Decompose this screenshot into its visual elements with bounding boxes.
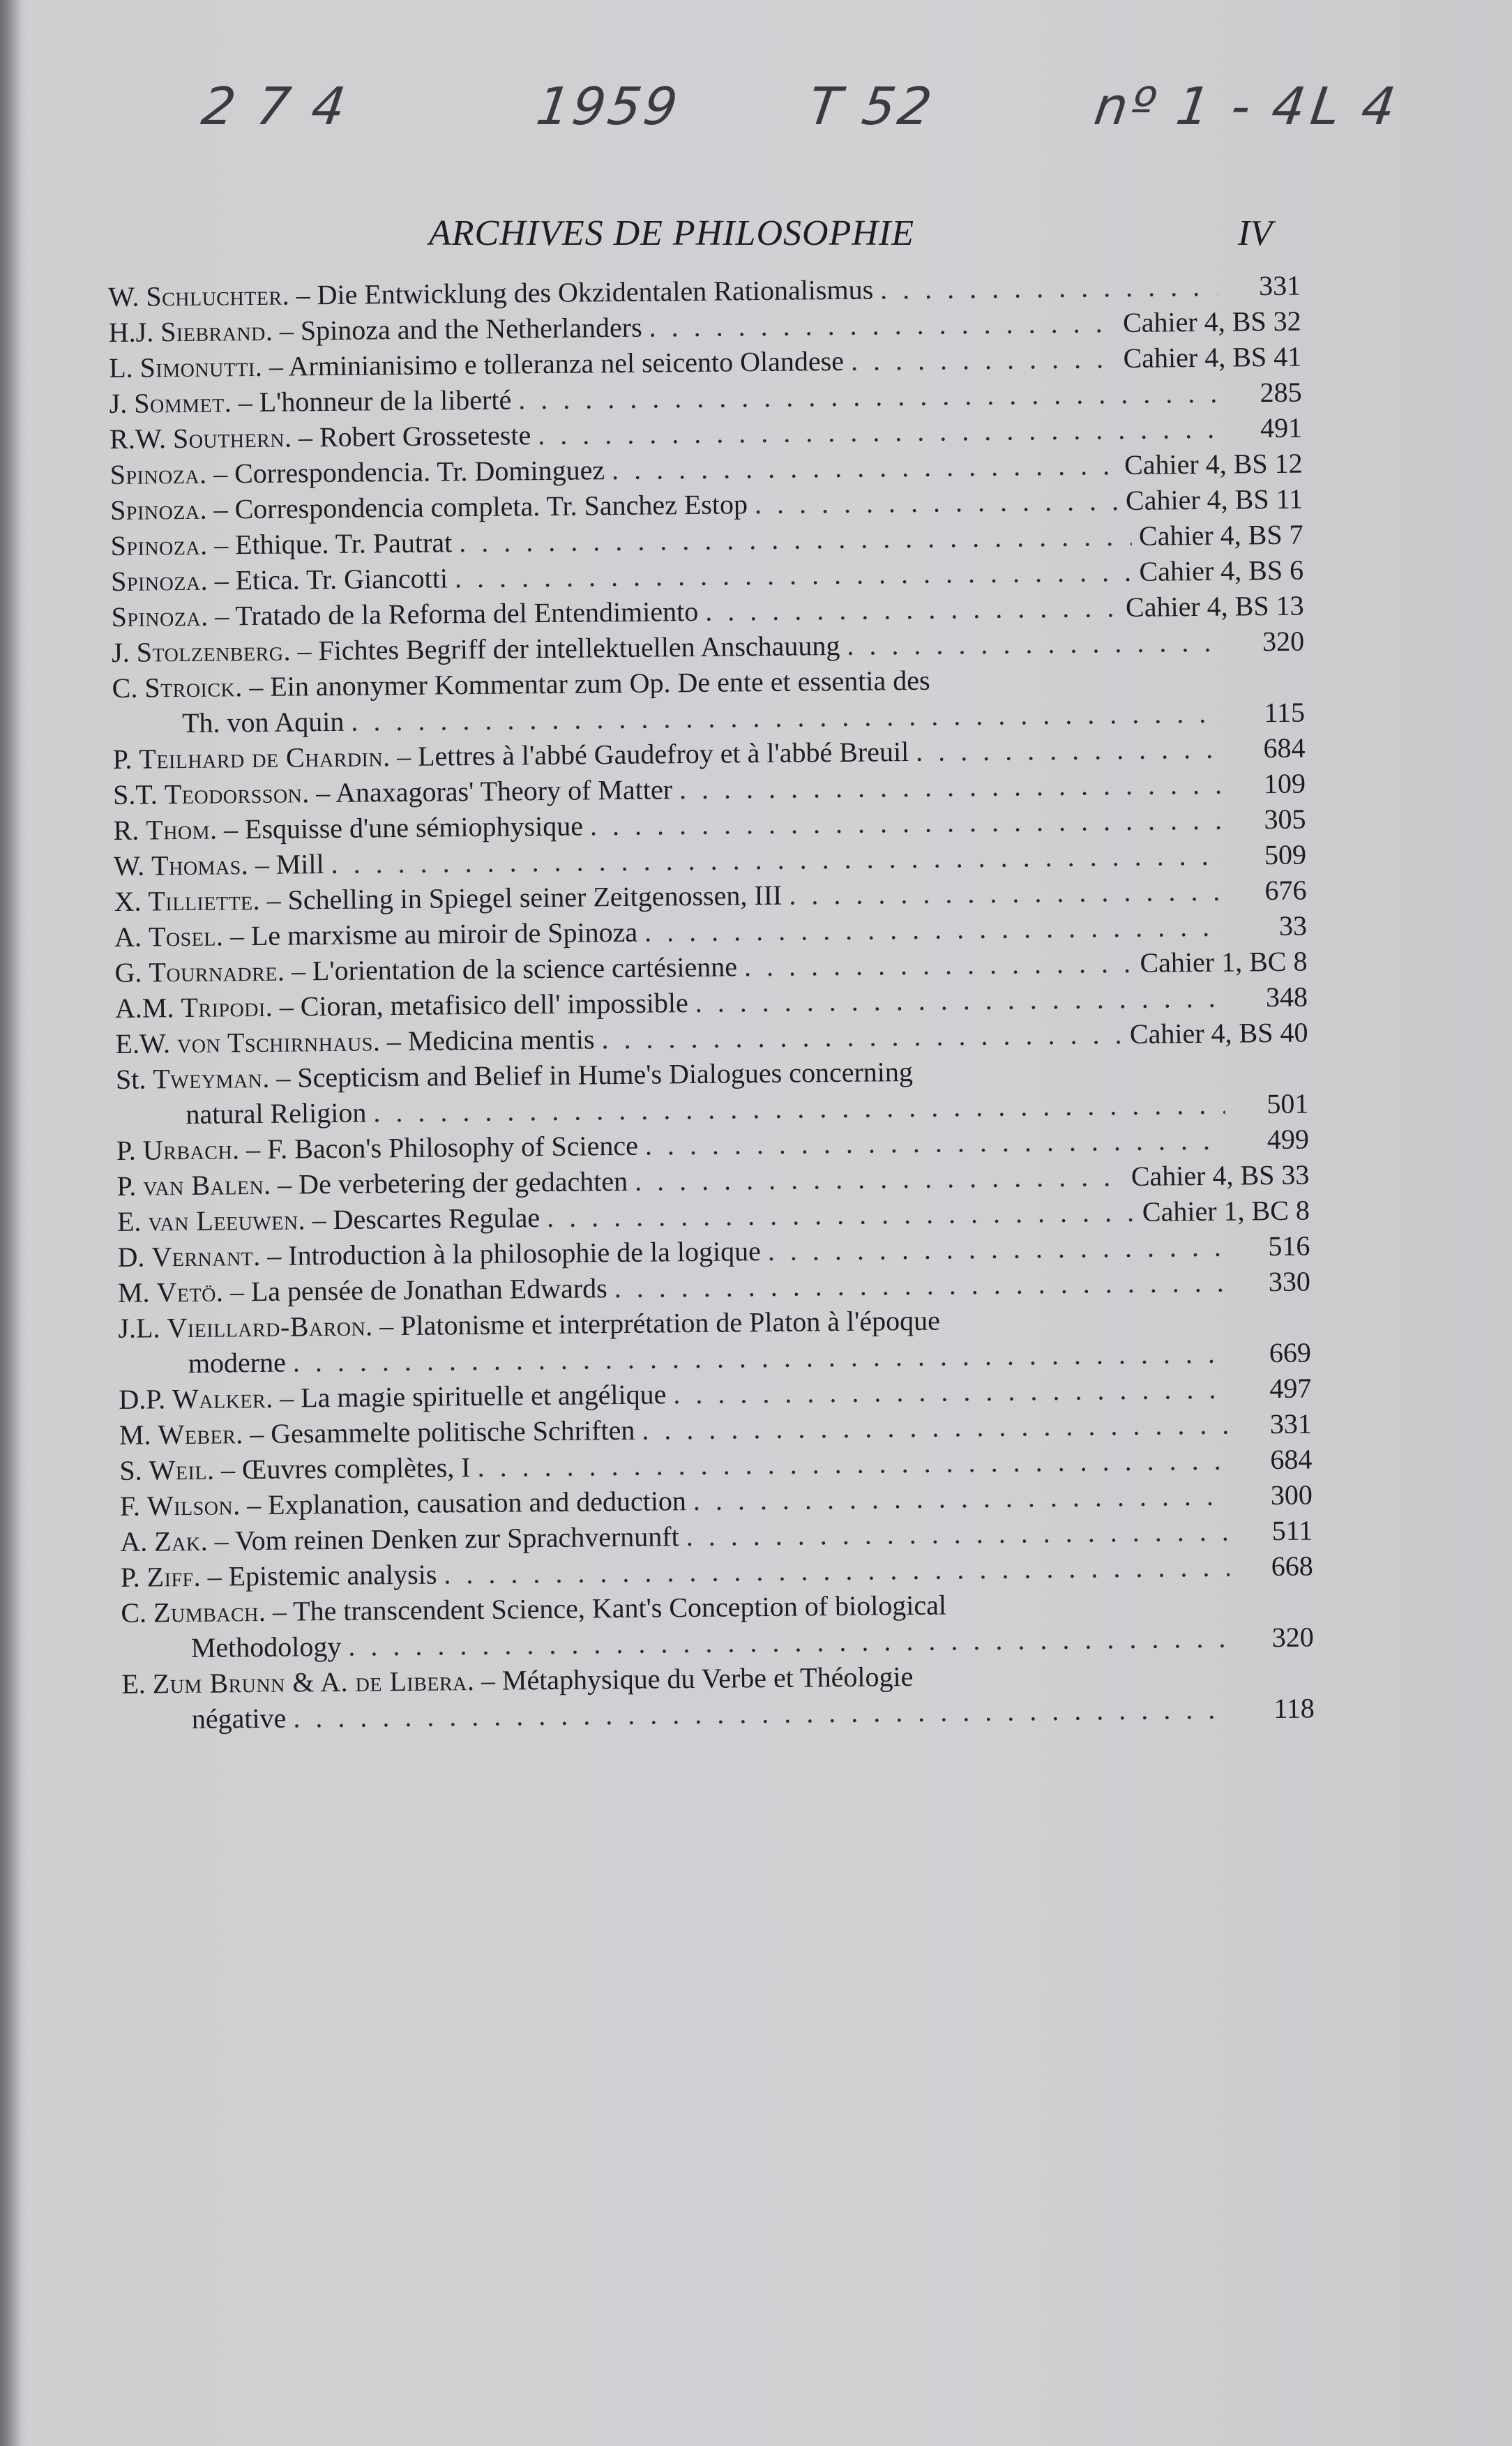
page-reference: 118 xyxy=(1273,1692,1315,1725)
entry-text: C. Stroick. – Ein anonymer Kommentar zum Op. De ente et essentia des xyxy=(112,664,930,704)
entry-text: Spinoza. – Correspondencia. Tr. Dominguez xyxy=(109,454,605,490)
work-title: Scepticism and Belief in Hume's Dialogues concerning xyxy=(297,1055,914,1094)
author-name: Weber xyxy=(158,1418,236,1451)
author-initials: P. xyxy=(116,1170,137,1202)
entry-text: R. Thom. – Esquisse d'une sémiophysique xyxy=(113,810,584,846)
entry-text: W. Thomas. – Mill xyxy=(113,848,324,882)
author-initials: D. xyxy=(117,1241,145,1273)
author-name: Zak xyxy=(154,1525,201,1557)
work-title: Tratado de la Reforma del Entendimiento xyxy=(235,595,699,632)
dot-leader xyxy=(695,980,1224,1020)
work-title: Descartes Regulae xyxy=(333,1202,540,1235)
page-reference: Cahier 4, BS 41 xyxy=(1123,340,1302,375)
page-reference: Cahier 4, BS 13 xyxy=(1125,589,1304,624)
work-title: Etica. Tr. Giancotti xyxy=(235,562,448,596)
page-reference: 33 xyxy=(1278,909,1308,942)
page-reference: Cahier 4, BS 12 xyxy=(1124,447,1303,481)
entry-text: W. Schluchter. – Die Entwicklung des Okzidentalen Rationalismus xyxy=(108,273,874,312)
author-initials: M. xyxy=(117,1276,150,1308)
journal-title: ARCHIVES DE PHILOSOPHIE xyxy=(429,213,914,253)
page-reference: 320 xyxy=(1271,1621,1314,1654)
page-reference: 669 xyxy=(1269,1336,1312,1369)
work-title: Gesammelte politische Schriften xyxy=(271,1414,635,1449)
work-title: Esquisse d'une sémiophysique xyxy=(244,810,584,845)
entry-text: G. Tournadre. – L'orientation de la science cartésienne xyxy=(114,951,738,988)
page-reference: Cahier 1, BC 8 xyxy=(1140,945,1308,979)
author-name: Urbach xyxy=(142,1133,233,1166)
author-name: Teilhard de Chardin xyxy=(139,741,384,775)
author-name: Vetö xyxy=(156,1276,217,1308)
page-reference: 509 xyxy=(1264,838,1307,871)
author-name: Vieillard-Baron xyxy=(167,1310,366,1344)
page-reference: 320 xyxy=(1262,625,1305,658)
dot-leader xyxy=(789,873,1223,913)
entry-text: M. Vetö. – La pensée de Jonathan Edwards xyxy=(117,1272,607,1308)
page-reference: 305 xyxy=(1264,803,1306,836)
work-title: La magie spirituelle et angélique xyxy=(300,1378,667,1414)
dot-leader xyxy=(612,447,1117,488)
entry-text: R.W. Southern. – Robert Grosseteste xyxy=(109,419,531,455)
author-name: Tweyman xyxy=(153,1062,263,1095)
work-title: Explanation, causation and deduction xyxy=(267,1485,687,1520)
page-header xyxy=(0,213,1512,269)
page-reference: 491 xyxy=(1260,412,1303,444)
entry-text: P. Teilhard de Chardin. – Lettres à l'abbé Gaudefroy et à l'abbé Breuil xyxy=(112,736,909,775)
author-name: Spinoza xyxy=(110,529,201,561)
dot-leader xyxy=(679,767,1223,807)
entry-text: E.W. von Tschirnhaus. – Medicina mentis xyxy=(115,1023,595,1059)
dot-leader xyxy=(649,305,1116,345)
author-initials: F. xyxy=(119,1490,141,1522)
page-reference: 499 xyxy=(1267,1123,1310,1156)
author-name: Simonutti xyxy=(139,350,256,384)
author-name: Spinoza xyxy=(109,493,200,526)
author-initials: G. xyxy=(114,956,142,988)
work-title: Robert Grosseteste xyxy=(319,419,531,453)
dot-leader xyxy=(705,589,1119,629)
work-title: Anaxagoras' Theory of Matter xyxy=(335,773,673,808)
dot-leader xyxy=(693,1478,1229,1518)
index-list xyxy=(108,268,1315,1737)
index-entry xyxy=(116,1050,1309,1133)
entry-text: C. Zumbach. – The transcendent Science, Kant's Conception of biological xyxy=(121,1589,947,1629)
author-initials: P. xyxy=(112,743,133,775)
author-initials: E. xyxy=(121,1668,146,1700)
author-name: Stolzenberg xyxy=(136,635,284,668)
page-reference: Cahier 4, BS 7 xyxy=(1138,518,1303,552)
dot-leader xyxy=(547,1194,1135,1235)
author-name: Siebrand xyxy=(160,315,266,348)
author-name: van Leeuwen xyxy=(148,1204,298,1237)
dot-leader xyxy=(601,1016,1123,1057)
author-name: Zum Brunn & A. de Libera xyxy=(152,1665,468,1700)
author-initials: X. xyxy=(114,885,142,917)
work-title: Ein anonymer Kommentar zum Op. De ente et essentia des xyxy=(270,664,930,702)
page-reference: 668 xyxy=(1271,1550,1314,1583)
entry-text: P. Ziff. – Epistemic analysis xyxy=(120,1558,437,1593)
author-name: Southern xyxy=(172,421,285,455)
author-name: Wilson xyxy=(146,1489,234,1522)
work-title: Cioran, metafisico dell' impossible xyxy=(300,987,688,1022)
author-name: Spinoza xyxy=(109,458,200,490)
dot-leader xyxy=(645,1122,1226,1163)
dot-leader xyxy=(459,518,1132,560)
dot-leader xyxy=(538,411,1218,453)
author-name: Stroick xyxy=(144,671,236,704)
page-reference: 516 xyxy=(1268,1230,1310,1262)
work-title: Platonisme et interprétation de Platon à l'époque xyxy=(400,1304,941,1342)
entry-text: J.L. Vieillard-Baron. – Platonisme et interprétation de Platon à l'époque xyxy=(118,1304,941,1344)
author-initials: St. xyxy=(115,1063,146,1095)
author-name: Ziff xyxy=(146,1560,194,1593)
dot-leader xyxy=(686,1513,1229,1554)
page-reference: Cahier 4, BS 32 xyxy=(1122,305,1301,339)
page-reference: Cahier 4, BS 40 xyxy=(1129,1016,1308,1050)
author-name: Thomas xyxy=(151,849,241,882)
author-name: Tilliette xyxy=(148,884,253,917)
work-title: Spinoza and the Netherlanders xyxy=(300,311,642,347)
author-name: von Tschirnhaus xyxy=(176,1025,374,1059)
page-reference: 331 xyxy=(1269,1407,1313,1440)
entry-text: M. Weber. – Gesammelte politische Schriften xyxy=(119,1414,635,1451)
work-title: L'orientation de la science cartésienne xyxy=(312,951,738,987)
entry-text: St. Tweyman. – Scepticism and Belief in Hume's Dialogues concerning xyxy=(115,1055,914,1095)
author-initials: M. xyxy=(119,1419,151,1451)
dot-leader xyxy=(644,909,1223,950)
handwritten-note: nº 1 - 4 xyxy=(1090,77,1313,137)
author-initials: R. xyxy=(113,814,139,846)
author-initials: C. xyxy=(112,672,138,704)
dot-leader xyxy=(768,1229,1227,1269)
page-reference: 497 xyxy=(1269,1372,1312,1405)
entry-text: E. van Leeuwen. – Descartes Regulae xyxy=(116,1202,540,1237)
author-name: Tosel xyxy=(148,920,217,953)
author-initials: P. xyxy=(116,1134,137,1166)
dot-leader xyxy=(851,340,1117,379)
dot-leader xyxy=(673,1371,1227,1412)
page-reference: Cahier 4, BS 33 xyxy=(1131,1158,1310,1192)
work-title: La pensée de Jonathan Edwards xyxy=(250,1272,607,1308)
work-title: Vom reinen Denken zur Sprachvernunft xyxy=(234,1520,679,1557)
page-reference: Cahier 4, BS 6 xyxy=(1139,554,1304,587)
entry-text: A. Tosel. – Le marxisme au miroir de Spinoza xyxy=(114,916,638,953)
dot-leader xyxy=(916,731,1222,769)
work-title: Le marxisme au miroir de Spinoza xyxy=(250,916,638,952)
author-initials: P. xyxy=(120,1561,140,1593)
work-title: F. Bacon's Philosophy of Science xyxy=(266,1129,639,1165)
entry-text: X. Tilliette. – Schelling in Spiegel seiner Zeitgenossen, III xyxy=(114,879,783,917)
author-name: Thom xyxy=(146,813,211,846)
author-name: Zumbach xyxy=(153,1596,259,1629)
entry-text: Spinoza. – Tratado de la Reforma del Entendimiento xyxy=(111,595,699,633)
entry-text: A. Zak. – Vom reinen Denken zur Sprachvernunft xyxy=(120,1520,679,1557)
work-title: Die Entwicklung des Okzidentalen Rationalismus xyxy=(317,273,874,311)
page-reference: 115 xyxy=(1264,696,1306,729)
entry-text: S. Weil. – Œuvres complètes, I xyxy=(119,1451,471,1486)
entry-text: Spinoza. – Ethique. Tr. Pautrat xyxy=(110,527,453,561)
work-title: De verbetering der gedachten xyxy=(298,1165,628,1200)
work-title: Mill xyxy=(275,848,324,880)
work-title: Schelling in Spiegel seiner Zeitgenossen, III xyxy=(287,879,783,916)
work-title: Epistemic analysis xyxy=(228,1558,437,1592)
author-initials: W. xyxy=(108,280,139,312)
index-entry xyxy=(112,659,1305,741)
work-title: Medicina mentis xyxy=(407,1023,595,1057)
author-initials: R.W. xyxy=(109,423,167,455)
entry-text: A.M. Tripodi. – Cioran, metafisico dell' impossible xyxy=(114,987,688,1024)
page-reference: 331 xyxy=(1258,269,1301,302)
author-name: Spinoza xyxy=(110,564,201,597)
entry-text: P. Urbach. – F. Bacon's Philosophy of Science xyxy=(116,1129,639,1166)
work-title: Ethique. Tr. Pautrat xyxy=(234,527,453,561)
work-title: Correspondencia. Tr. Dominguez xyxy=(234,454,605,490)
page-reference: 109 xyxy=(1263,767,1306,800)
author-name: Spinoza xyxy=(111,600,202,633)
author-initials: E.W. xyxy=(115,1027,171,1059)
author-initials: J.L. xyxy=(118,1312,160,1344)
page-reference: 285 xyxy=(1260,376,1302,409)
handwritten-notes xyxy=(0,70,1512,167)
page-reference: 511 xyxy=(1271,1514,1313,1547)
author-initials: L. xyxy=(109,352,133,384)
dot-leader xyxy=(614,1264,1227,1306)
author-name: Tournadre xyxy=(149,955,278,988)
author-initials: J. xyxy=(111,636,130,668)
work-title: Correspondencia completa. Tr. Sanchez Estop xyxy=(234,488,748,525)
work-title-continued: négative xyxy=(191,1702,287,1735)
page-reference: 676 xyxy=(1264,874,1307,907)
entry-text: F. Wilson. – Explanation, causation and deduction xyxy=(119,1485,687,1522)
index-entry xyxy=(121,1654,1315,1737)
author-initials: S. xyxy=(119,1454,142,1486)
author-name: Vernant xyxy=(151,1240,254,1273)
author-initials: H.J. xyxy=(108,316,154,348)
handwritten-note: 2 7 4 xyxy=(197,77,352,137)
handwritten-note: T 52 xyxy=(804,77,938,137)
dot-leader xyxy=(455,554,1133,596)
author-name: Walker xyxy=(172,1382,266,1415)
page-reference: 300 xyxy=(1270,1479,1313,1511)
author-initials: C. xyxy=(121,1596,147,1629)
page-reference: 348 xyxy=(1265,981,1308,1013)
entry-text: L. Simonutti. – Arminianisimo e tolleranza nel seicento Olandese xyxy=(109,345,845,384)
author-initials: A. xyxy=(114,921,142,953)
dot-leader xyxy=(642,1407,1228,1448)
work-title-continued: Th. von Aquin xyxy=(181,705,345,739)
dot-leader xyxy=(880,269,1217,308)
author-initials: A.M. xyxy=(114,992,174,1024)
page-reference: Cahier 4, BS 11 xyxy=(1125,483,1303,517)
author-initials: D.P. xyxy=(119,1383,166,1415)
author-name: Schluchter xyxy=(146,279,282,312)
dot-leader xyxy=(744,945,1133,984)
work-title: L'honneur de la liberté xyxy=(259,384,512,418)
author-initials: W. xyxy=(113,850,145,882)
entry-text: J. Stolzenberg. – Fichtes Begriff der intellektuellen Anschauung xyxy=(111,629,840,668)
page-reference: 330 xyxy=(1268,1265,1311,1298)
page-number: IV xyxy=(1238,213,1273,253)
page-reference: 684 xyxy=(1270,1443,1313,1476)
dot-leader xyxy=(635,1158,1124,1199)
author-initials: S.T. xyxy=(112,778,158,810)
index-entry xyxy=(118,1299,1311,1382)
dot-leader xyxy=(847,624,1220,663)
author-initials: A. xyxy=(120,1525,148,1557)
entry-text: Spinoza. – Correspondencia completa. Tr. Sanchez Estop xyxy=(109,488,748,526)
author-initials: J. xyxy=(109,387,128,419)
work-title: Métaphysique du Verbe et Théologie xyxy=(501,1661,914,1696)
binding-shadow xyxy=(0,0,21,2446)
author-name: Teodorsson xyxy=(164,777,303,810)
work-title: Arminianisimo e tolleranza nel seicento Olandese xyxy=(288,345,845,382)
work-title: Introduction à la philosophie de la logique xyxy=(288,1235,762,1271)
entry-text: D. Vernant. – Introduction à la philosophie de la logique xyxy=(117,1235,762,1273)
entry-text: P. van Balen. – De verbetering der gedachten xyxy=(116,1165,628,1202)
work-title: Fichtes Begriff der intellektuellen Anschauung xyxy=(318,629,840,667)
work-title: The transcendent Science, Kant's Conception of biological xyxy=(292,1589,947,1627)
entry-text: Spinoza. – Etica. Tr. Giancotti xyxy=(110,562,448,597)
entry-text: D.P. Walker. – La magie spirituelle et angélique xyxy=(119,1378,667,1415)
entry-text: H.J. Siebrand. – Spinoza and the Netherlanders xyxy=(108,311,642,348)
author-name: Tripodi xyxy=(181,990,266,1024)
page-reference: 501 xyxy=(1267,1087,1309,1120)
page-reference: Cahier 1, BC 8 xyxy=(1142,1194,1310,1228)
work-title-continued: natural Religion xyxy=(186,1096,367,1130)
dot-leader xyxy=(590,802,1223,844)
work-title: Lettres à l'abbé Gaudefroy et à l'abbé Breuil xyxy=(417,736,909,772)
author-name: van Balen xyxy=(143,1168,264,1202)
author-name: Sommet xyxy=(134,386,225,419)
handwritten-note: L 4 xyxy=(1306,77,1402,137)
author-name: Weil xyxy=(149,1454,208,1486)
work-title-continued: Methodology xyxy=(190,1630,342,1663)
index-entry xyxy=(121,1583,1314,1666)
handwritten-note: 1959 xyxy=(532,77,684,137)
entry-text: S.T. Teodorsson. – Anaxagoras' Theory of Matter xyxy=(112,773,673,810)
work-title-continued: moderne xyxy=(188,1346,287,1379)
work-title: Œuvres complètes, I xyxy=(241,1451,471,1486)
dot-leader xyxy=(755,483,1119,522)
author-initials: E. xyxy=(116,1205,142,1237)
entry-text: J. Sommet. – L'honneur de la liberté xyxy=(109,384,512,419)
entry-text: E. Zum Brunn & A. de Libera. – Métaphysique du Verbe et Théologie xyxy=(121,1661,914,1700)
page-reference: 684 xyxy=(1263,732,1306,764)
